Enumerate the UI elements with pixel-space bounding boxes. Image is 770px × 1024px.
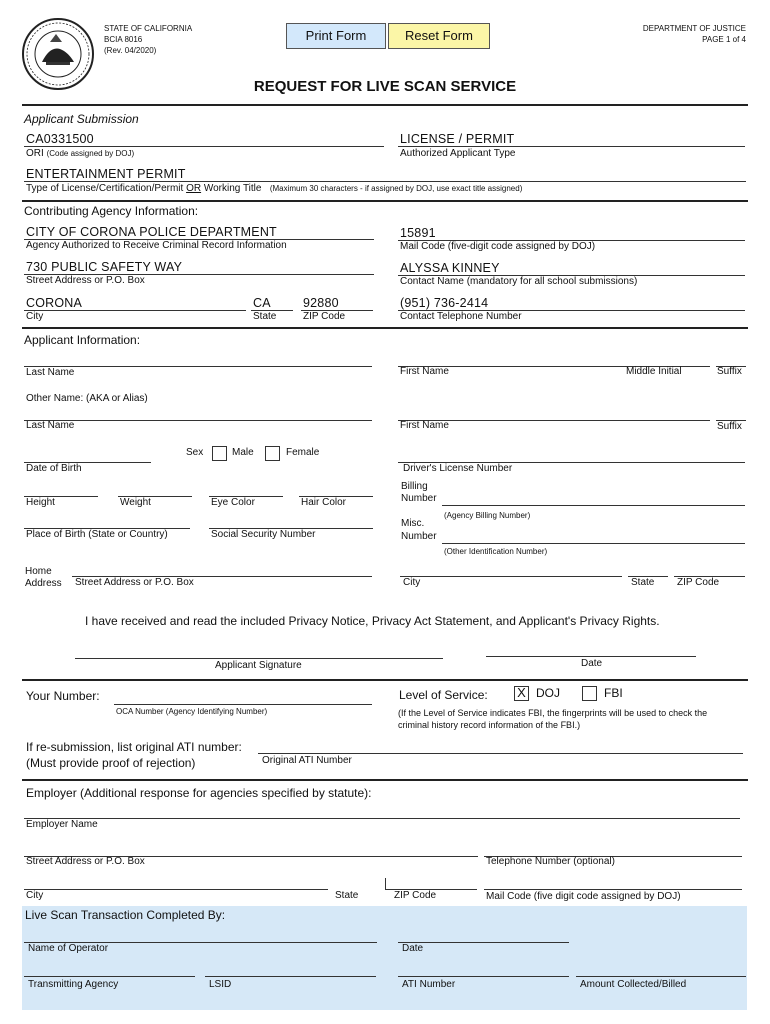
employer-street-label: Street Address or P.O. Box xyxy=(26,856,145,867)
male-label: Male xyxy=(232,447,254,458)
place-of-birth-label: Place of Birth (State or Country) xyxy=(26,529,168,540)
amount-label: Amount Collected/Billed xyxy=(580,979,687,990)
other-name-label: Other Name: (AKA or Alias) xyxy=(26,393,148,404)
divider xyxy=(22,327,748,329)
doj-label: DOJ xyxy=(536,686,560,700)
misc-label-1: Misc. xyxy=(401,518,425,529)
transaction-date-label: Date xyxy=(402,943,424,954)
section-heading-submission: Applicant Submission xyxy=(24,112,139,126)
misc-note: (Other Identification Number) xyxy=(444,547,548,556)
signature-date-input[interactable] xyxy=(486,656,696,657)
signature-date-label: Date xyxy=(581,658,603,669)
agency-city-field[interactable]: CORONA xyxy=(26,296,83,310)
section-heading-transaction: Live Scan Transaction Completed By: xyxy=(25,908,226,922)
weight-label: Weight xyxy=(120,497,151,508)
applicant-type-label: Authorized Applicant Type xyxy=(400,148,516,159)
home-city-label: City xyxy=(403,577,421,588)
ori-field[interactable]: CA0331500 xyxy=(26,132,94,146)
home-label-1: Home xyxy=(25,566,52,577)
agency-state-field[interactable]: CA xyxy=(253,296,271,310)
reset-form-button[interactable]: Reset Form xyxy=(388,23,490,49)
eye-color-label: Eye Color xyxy=(211,497,255,508)
employer-mail-code-input[interactable] xyxy=(484,889,742,890)
middle-initial-label: Middle Initial xyxy=(626,366,682,377)
agency-zip-field[interactable]: 92880 xyxy=(303,296,339,310)
divider xyxy=(22,679,748,681)
contact-name-label: Contact Name (mandatory for all school submissions) xyxy=(400,276,638,287)
transaction-date-input[interactable] xyxy=(398,942,569,943)
suffix-label: Suffix xyxy=(717,366,742,377)
billing-label-2: Number xyxy=(401,493,437,504)
employer-zip-label: ZIP Code xyxy=(394,890,437,901)
home-label-2: Address xyxy=(25,578,62,589)
dob-label: Date of Birth xyxy=(26,463,82,474)
drivers-license-label: Driver's License Number xyxy=(403,463,513,474)
privacy-statement: I have received and read the included Privacy Notice, Privacy Act Statement, and Applicant's Privacy Rights. xyxy=(85,614,660,628)
last-name-input[interactable] xyxy=(24,366,372,367)
agency-name-field[interactable]: CITY OF CORONA POLICE DEPARTMENT xyxy=(26,225,277,239)
state-label: STATE OF CALIFORNIA xyxy=(104,24,193,33)
lsid-label: LSID xyxy=(209,979,232,990)
transmitting-agency-input[interactable] xyxy=(24,976,195,977)
misc-label-2: Number xyxy=(401,531,437,542)
employer-name-input[interactable] xyxy=(24,818,740,819)
male-checkbox[interactable] xyxy=(212,446,227,461)
agency-city-label: City xyxy=(26,311,44,322)
alias-suffix-label: Suffix xyxy=(717,421,742,432)
contact-phone-field[interactable]: (951) 736-2414 xyxy=(400,296,489,310)
field-line xyxy=(24,310,246,311)
fbi-note-line-2: criminal history record information of the FBI.) xyxy=(398,720,581,730)
field-line xyxy=(24,181,746,182)
billing-note: (Agency Billing Number) xyxy=(444,511,531,520)
agency-street-label: Street Address or P.O. Box xyxy=(26,275,145,286)
revision-date: (Rev. 04/2020) xyxy=(104,46,157,55)
original-ati-input[interactable] xyxy=(258,753,743,754)
agency-street-field[interactable]: 730 PUBLIC SAFETY WAY xyxy=(26,260,183,274)
signature-label: Applicant Signature xyxy=(215,660,302,671)
ati-number-label: ATI Number xyxy=(402,979,456,990)
mail-code-label: Mail Code (five-digit code assigned by DOJ) xyxy=(400,241,596,252)
section-heading-employer: Employer (Additional response for agencies specified by statute): xyxy=(26,786,372,800)
oca-note: OCA Number (Agency Identifying Number) xyxy=(116,707,268,716)
resubmission-label: If re-submission, list original ATI number: xyxy=(26,740,242,754)
department-label: DEPARTMENT OF JUSTICE xyxy=(642,24,746,33)
print-form-button[interactable]: Print Form xyxy=(286,23,386,49)
amount-input[interactable] xyxy=(576,976,746,977)
ati-number-input[interactable] xyxy=(398,976,569,977)
operator-name-label: Name of Operator xyxy=(28,943,109,954)
divider xyxy=(22,200,748,202)
employer-city-label: City xyxy=(26,890,44,901)
first-name-label: First Name xyxy=(400,366,449,377)
ssn-label: Social Security Number xyxy=(211,529,316,540)
working-title-label: Type of License/Certification/Permit OR Working Title (Maximum 30 characters - if assigned by DOJ, use exact title assigned) xyxy=(26,183,523,194)
section-heading-agency: Contributing Agency Information: xyxy=(24,204,199,218)
alias-last-name-input[interactable] xyxy=(24,420,372,421)
contact-name-field[interactable]: ALYSSA KINNEY xyxy=(400,261,500,275)
form-title: REQUEST FOR LIVE SCAN SERVICE xyxy=(253,78,517,95)
signature-input[interactable] xyxy=(75,658,443,659)
female-label: Female xyxy=(286,447,320,458)
home-zip-label: ZIP Code xyxy=(677,577,720,588)
doj-checkbox[interactable]: X xyxy=(514,686,529,701)
home-state-label: State xyxy=(631,577,655,588)
field-line xyxy=(24,146,384,147)
home-street-label: Street Address or P.O. Box xyxy=(75,577,194,588)
section-heading-applicant: Applicant Information: xyxy=(24,333,141,347)
working-title-field[interactable]: ENTERTAINMENT PERMIT xyxy=(26,167,186,181)
page-number: PAGE 1 of 4 xyxy=(702,35,746,44)
agency-state-label: State xyxy=(253,311,277,322)
level-of-service-label: Level of Service: xyxy=(399,688,488,702)
last-name-label: Last Name xyxy=(26,367,75,378)
employer-name-label: Employer Name xyxy=(26,819,98,830)
employer-city-input[interactable] xyxy=(24,889,328,890)
agency-name-label: Agency Authorized to Receive Criminal Record Information xyxy=(26,240,287,251)
lsid-input[interactable] xyxy=(205,976,376,977)
transmitting-agency-label: Transmitting Agency xyxy=(28,979,119,990)
field-line xyxy=(398,146,745,147)
female-checkbox[interactable] xyxy=(265,446,280,461)
sex-label: Sex xyxy=(186,447,204,458)
applicant-type-field[interactable]: LICENSE / PERMIT xyxy=(400,132,515,146)
your-number-label: Your Number: xyxy=(26,689,100,703)
divider xyxy=(22,779,748,781)
agency-zip-label: ZIP Code xyxy=(303,311,346,322)
employer-state-label: State xyxy=(335,890,359,901)
form-number: BCIA 8016 xyxy=(104,35,143,44)
alias-last-name-label: Last Name xyxy=(26,420,75,431)
original-ati-label: Original ATI Number xyxy=(262,755,352,766)
divider xyxy=(22,104,748,106)
mail-code-field[interactable]: 15891 xyxy=(400,226,436,240)
billing-number-input[interactable] xyxy=(442,505,745,506)
contact-phone-label: Contact Telephone Number xyxy=(400,311,522,322)
billing-label-1: Billing xyxy=(401,481,428,492)
hair-color-label: Hair Color xyxy=(301,497,347,508)
fbi-checkbox[interactable] xyxy=(582,686,597,701)
employer-mail-code-label: Mail Code (five digit code assigned by DOJ) xyxy=(486,891,681,902)
fbi-label: FBI xyxy=(604,686,623,700)
employer-phone-label: Telephone Number (optional) xyxy=(486,856,615,867)
alias-first-name-label: First Name xyxy=(400,420,449,431)
home-city-input[interactable] xyxy=(400,576,622,577)
misc-number-input[interactable] xyxy=(442,543,745,544)
height-label: Height xyxy=(26,497,55,508)
oca-number-input[interactable] xyxy=(114,704,372,705)
ori-label: ORI (Code assigned by DOJ) xyxy=(26,148,135,159)
fbi-note-line-1: (If the Level of Service indicates FBI, the fingerprints will be used to check the xyxy=(398,708,708,718)
resubmission-note: (Must provide proof of rejection) xyxy=(26,756,196,770)
